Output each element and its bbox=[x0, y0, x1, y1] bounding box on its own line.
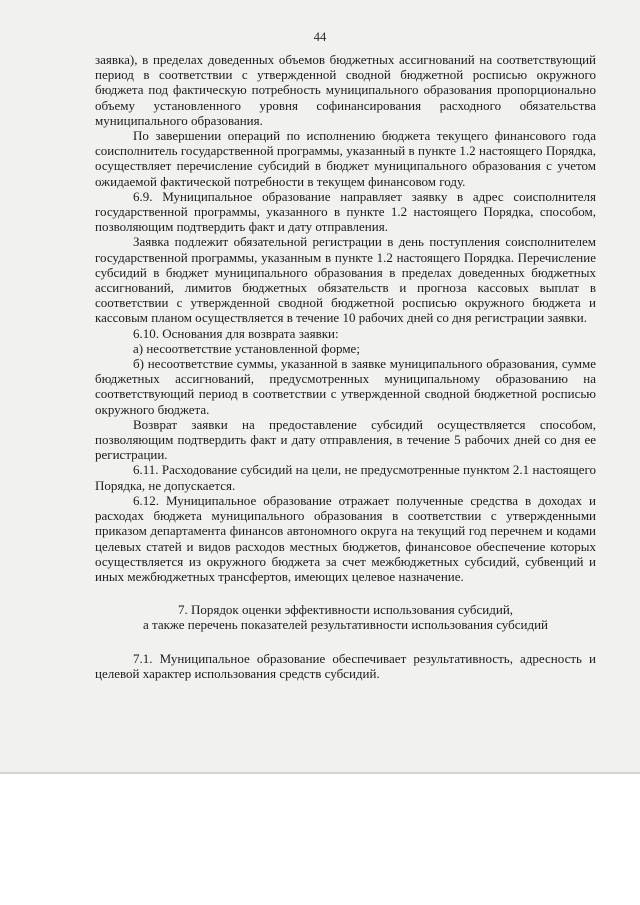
list-item-a: а) несоответствие установленной форме; bbox=[133, 340, 360, 356]
section-7-heading-line1: 7. Порядок оценки эффективности использования субсидий, bbox=[177, 602, 514, 618]
document-body bbox=[95, 52, 596, 681]
paragraph-6-11: 6.11. Расходование субсидий на цели, не предусмотренные пунктом 2.1 настоящего Порядка, не допускается. bbox=[95, 462, 596, 493]
paragraph-continuation: заявка), в пределах доведенных объемов бюджетных ассигнований на соответствующий период в соответствии с утвержденной сводной бюджетной росписью окружного бюджета под фактическую потребность муниципального образования пропорционально объему установленного уровня софинансирования расходного обязательства муниципального образования. bbox=[95, 52, 596, 128]
paragraph-6-10: 6.10. Основания для возврата заявки: bbox=[133, 325, 339, 341]
paragraph-6-9: 6.9. Муниципальное образование направляет заявку в адрес соисполнителя государственной программы, указанного в пункте 1.2 настоящего Порядка, способом, позволяющим подтвердить факт и дату отправления. bbox=[95, 188, 596, 235]
page-number: 44 bbox=[313, 30, 327, 44]
section-7-heading bbox=[95, 602, 596, 632]
section-7-heading-line2: а также перечень показателей результативности использования субсидий bbox=[142, 617, 549, 633]
paragraph-registration: Заявка подлежит обязательной регистрации в день поступления соисполнителем государственной программы, указанным в пункте 1.2 настоящего Порядка. Перечисление субсидий в бюджет муниципального образования в пределах доведенных бюджетных ассигнований, лимитов бюджетных обязательств и прогноза кассовых выплат в соответствии с утвержденной сводной бюджетной росписью окружного бюджета и кассовым планом осуществляется в течение 10 рабочих дней со дня регистрации заявки. bbox=[95, 234, 596, 326]
list-item-b: б) несоответствие суммы, указанной в заявке муниципального образования, сумме бюджетных ассигнований, предусмотренных муниципальному образованию на соответствующий период в соответствии с утвержденной сводной бюджетной росписью окружного бюджета. bbox=[95, 356, 596, 417]
paragraph-return: Возврат заявки на предоставление субсидий осуществляется способом, позволяющим подтвердить факт и дату отправления, в течение 5 рабочих дней со дня ее регистрации. bbox=[95, 416, 596, 463]
paragraph-7-1: 7.1. Муниципальное образование обеспечивает результативность, адресность и целевой характер использования средств субсидий. bbox=[95, 650, 596, 681]
paragraph-completion-transfer: По завершении операций по исполнению бюджета текущего финансового года соисполнитель государственной программы, указанный в пункте 1.2 настоящего Порядка, осуществляет перечисление субсидий в бюджет муниципального образования с учетом ожидаемой фактической потребности в текущем финансовом году. bbox=[95, 128, 596, 189]
paragraph-6-12: 6.12. Муниципальное образование отражает полученные средства в доходах и расходах бюджета муниципального образования в соответствии с утвержденными приказом департамента финансов автономного округа на текущий год перечнем и кодами целевых статей и видов расходов местных бюджетов, финансовое обеспечение которых осуществляется из окружного бюджета за счет межбюджетных субсидий, субвенций и иных межбюджетных трансфертов, имеющих целевое назначение. bbox=[95, 492, 596, 584]
